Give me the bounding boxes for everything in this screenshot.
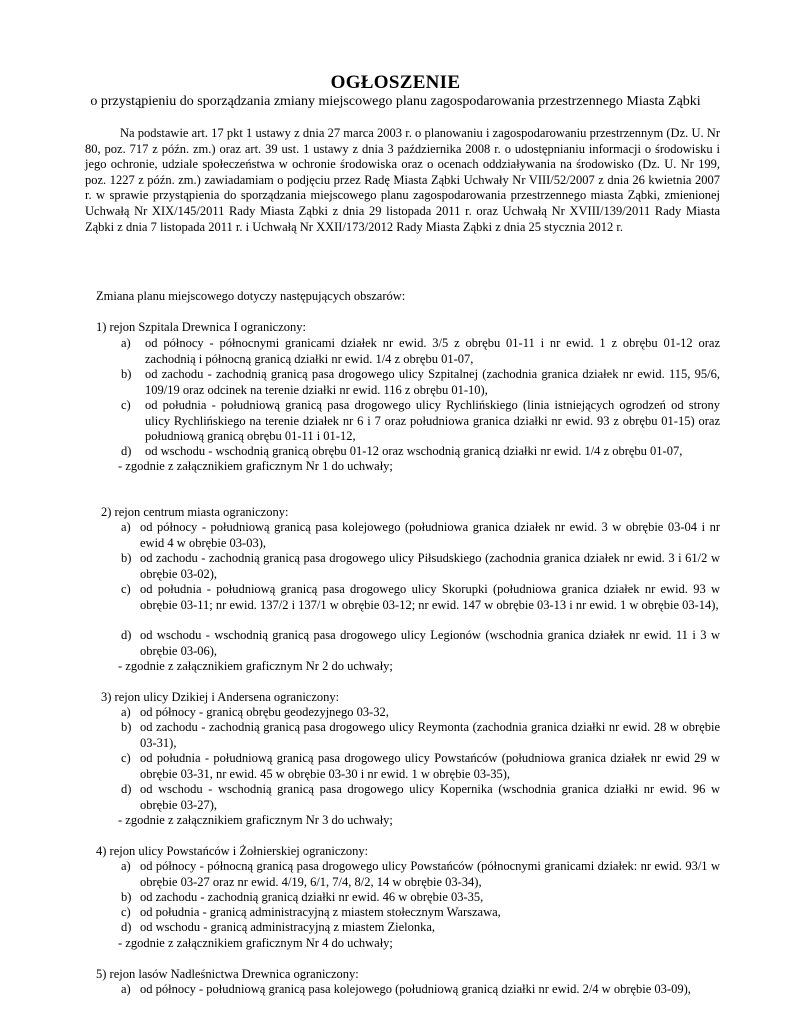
intro-paragraph: Na podstawie art. 17 pkt 1 ustawy z dnia 27 marca 2003 r. o planowaniu i zagospodarowaniu przestrzennym (Dz. U. Nr 80, poz. 717 z późn. zm.) oraz art. 39 ust. 1 ustawy z dnia 3 października 2008 r. o udostępnianiu informacji o środowisku i jego ochronie, udziale społeczeństwa w ochronie środowiska oraz o ocenach oddziaływania na środowisko (Dz. U. Nr 199, poz. 1227 z późn. zm.) zawiadamiam o podjęciu przez Radę Miasta Ząbki Uchwały Nr VIII/52/2007 z dnia 26 kwietnia 2007 r. w sprawie przystąpienia do sporządzania miejscowego planu zagospodarowania przestrzennego miasta Ząbki, zmienionej Uchwałą Nr XIX/145/2011 Rady Miasta Ząbki z dnia 29 listopada 2011 r. oraz Uchwałą Nr XVIII/139/2011 Rady Miasta Ząbki z dnia 7 listopada 2011 r. i Uchwałą Nr XXII/173/2012 Rady Miasta Ząbki z dnia 25 stycznia 2012 r. <box>85 126 720 234</box>
item-marker: a) <box>121 336 131 350</box>
item-marker: d) <box>121 628 132 642</box>
item-marker: a) <box>121 982 131 996</box>
item-text: od południa - granicą administracyjną z miastem stołecznym Warszawa, <box>140 905 501 919</box>
section-footer: - zgodnie z załącznikiem graficznym Nr 1 do uchwały; <box>118 459 393 473</box>
item-marker: b) <box>121 720 132 734</box>
areas-lead: Zmiana planu miejscowego dotyczy następujących obszarów: <box>96 289 406 303</box>
section-footer: - zgodnie z załącznikiem graficznym Nr 2 do uchwały; <box>118 659 393 673</box>
item-text: od północy - północnymi granicami działek nr ewid. 3/5 z obrębu 01-11 i nr ewid. 1 z obrębu 01-12 oraz zachodnią i północną granicą działki nr ewid. 1/4 z obrębu 01-07, <box>145 336 720 366</box>
section-footer: - zgodnie z załącznikiem graficznym Nr 3 do uchwały; <box>118 813 393 827</box>
item-marker: c) <box>121 905 131 919</box>
item-text: od południa - południową granicą pasa drogowego ulicy Rychlińskiego (linia istniejących ogrodzeń od strony ulicy Rychlińskiego na terenie działek nr 6 i 7 oraz południowa granica działki nr ewid. 93 z obrębu 01-15) oraz południową granicą obrębu 01-11 i 01-12, <box>145 398 720 444</box>
item-marker: b) <box>121 890 132 904</box>
item-marker: b) <box>121 551 132 565</box>
item-text: od północy - południową granicą pasa kolejowego (południową granicą działki nr ewid. 2/4 w obrębie 03-09), <box>140 982 691 996</box>
document-title: OGŁOSZENIE <box>330 72 461 93</box>
item-text: od wschodu - wschodnią granicą pasa drogowego ulicy Kopernika (wschodnia granica działki nr ewid. 96 w obrębie 03-27), <box>140 782 720 812</box>
item-marker: d) <box>121 782 132 796</box>
item-text: od zachodu - zachodnią granicą pasa drogowego ulicy Szpitalnej (zachodnia granica działek nr ewid. 115, 95/6, 109/19 oraz odcinek na terenie działki nr ewid. 116 z obrębu 01-10), <box>145 367 720 397</box>
section-heading: 4) rejon ulicy Powstańców i Żołnierskiej ograniczony: <box>96 844 369 858</box>
item-marker: c) <box>121 582 131 596</box>
item-text: od północy - granicą obrębu geodezyjnego 03-32, <box>140 705 389 719</box>
item-text: od zachodu - zachodnią granicą działki nr ewid. 46 w obrębie 03-35, <box>140 890 484 904</box>
item-marker: a) <box>121 520 131 534</box>
item-text: od północy - południową granicą pasa kolejowego (południowa granica działek nr ewid. 3 w obrębie 03-04 i nr ewid 4 w obrębie 03-03), <box>140 520 720 550</box>
document-subtitle: o przystąpieniu do sporządzania zmiany miejscowego planu zagospodarowania przestrzennego Miasta Ząbki <box>90 94 701 109</box>
item-text: od wschodu - wschodnią granicą pasa drogowego ulicy Legionów (wschodnia granica działek nr ewid. 11 i 3 w obrębie 03-06), <box>140 628 720 658</box>
item-marker: d) <box>121 444 132 458</box>
item-text: od wschodu - granicą administracyjną z miastem Zielonka, <box>140 920 436 934</box>
item-marker: c) <box>121 398 131 412</box>
section-heading: 1) rejon Szpitala Drewnica I ograniczony: <box>96 320 306 334</box>
item-text: od zachodu - zachodnią granicą pasa drogowego ulicy Reymonta (zachodnia granica działki nr ewid. 28 w obrębie 03-31), <box>140 720 720 750</box>
item-marker: a) <box>121 705 131 719</box>
item-marker: a) <box>121 859 131 873</box>
item-marker: d) <box>121 920 132 934</box>
section-footer: - zgodnie z załącznikiem graficznym Nr 4 do uchwały; <box>118 936 393 950</box>
item-text: od wschodu - wschodnią granicą obrębu 01-12 oraz wschodnią granicą działki nr ewid. 1/4 z obrębu 01-07, <box>145 444 683 458</box>
item-marker: b) <box>121 367 132 381</box>
item-text: od zachodu - zachodnią granicą pasa drogowego ulicy Piłsudskiego (zachodnia granica działek nr ewid. 3 i 61/2 w obrębie 03-02), <box>140 551 720 581</box>
section-heading: 2) rejon centrum miasta ograniczony: <box>101 505 289 519</box>
item-marker: c) <box>121 751 131 765</box>
item-text: od północy - północną granicą pasa drogowego ulicy Powstańców (północnymi granicami działek: nr ewid. 93/1 w obrębie 03-27 oraz nr ewid. 4/19, 6/1, 7/4, 8/2, 14 w obrębie 03-34), <box>140 859 720 889</box>
section-heading: 3) rejon ulicy Dzikiej i Andersena ograniczony: <box>101 690 340 704</box>
item-text: od południa - południową granicą pasa drogowego ulicy Powstańców (południowa granica działek nr ewid 29 w obrębie 03-31, nr ewid. 45 w obrębie 03-30 i nr ewid. 1 w obrębie 03-35), <box>140 751 720 781</box>
section-heading: 5) rejon lasów Nadleśnictwa Drewnica ograniczony: <box>96 967 359 981</box>
item-text: od południa - południową granicą pasa drogowego ulicy Skorupki (południowa granica działek nr ewid. 93 w obrębie 03-11; nr ewid. 137/2 i 137/1 w obrębie 03-12; nr ewid. 147 w obrębie 03-13 i nr ewid. 1 w obrębie 03-14), <box>140 582 720 612</box>
